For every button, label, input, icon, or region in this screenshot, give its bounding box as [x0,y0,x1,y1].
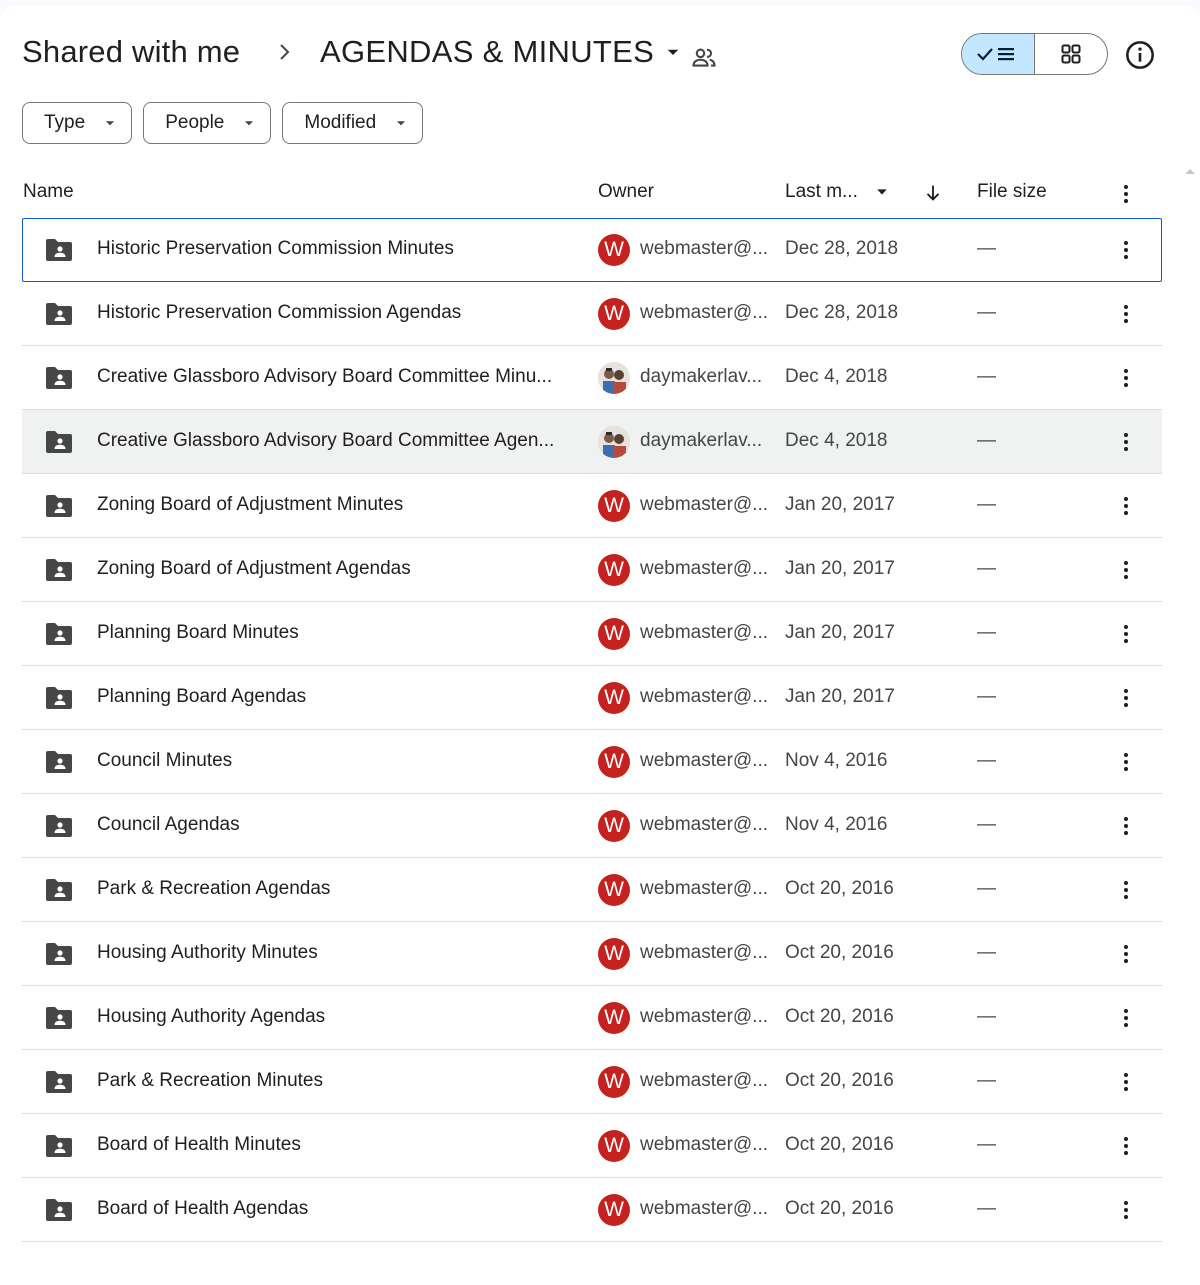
file-size: — [977,366,996,387]
more-vert-icon[interactable] [1114,622,1138,646]
owner-avatar: W [598,810,630,842]
shared-folder-icon [44,1198,74,1222]
owner-name: webmaster@... [640,878,769,899]
last-modified: Jan 20, 2017 [785,686,895,707]
caret-down-icon [242,116,256,130]
table-row[interactable] [22,538,1162,602]
filter-people-chip[interactable] [143,102,271,144]
shared-folder-icon [44,558,74,582]
table-row[interactable] [22,922,1162,986]
info-icon[interactable] [1124,39,1156,71]
grid-view-button[interactable] [1035,34,1108,74]
header [0,6,1200,96]
owner-avatar: W [598,938,630,970]
file-size: — [977,1134,996,1155]
current-folder-title: AGENDAS & MINUTES [320,34,655,69]
owner-name: webmaster@... [640,494,769,515]
owner-avatar: W [598,1066,630,1098]
file-size: — [977,430,996,451]
more-vert-icon[interactable] [1114,1198,1138,1222]
owner-name: webmaster@... [640,1006,769,1027]
file-name: Creative Glassboro Advisory Board Committee Agen... [97,430,555,451]
more-vert-icon[interactable] [1114,750,1138,774]
more-vert-icon[interactable] [1114,366,1138,390]
more-vert-icon[interactable] [1114,686,1138,710]
more-vert-icon[interactable] [1114,942,1138,966]
owner-avatar: W [598,234,630,266]
file-name: Housing Authority Minutes [97,942,318,963]
file-name: Historic Preservation Commission Minutes [97,238,454,259]
more-vert-icon[interactable] [1114,182,1138,206]
table-row[interactable] [22,666,1162,730]
table-row[interactable] [22,346,1162,410]
table-row[interactable] [22,1050,1162,1114]
breadcrumb-current-folder[interactable] [320,34,682,70]
last-modified: Oct 20, 2016 [785,1134,894,1155]
filter-modified-label: Modified [304,112,377,133]
shared-folder-icon [44,494,74,518]
avatar-photo-icon [598,426,630,458]
owner-name: daymakerlav... [640,366,763,387]
column-modified-label: Last m... [785,181,858,202]
owner-avatar [598,426,630,458]
last-modified: Jan 20, 2017 [785,558,895,579]
more-vert-icon[interactable] [1114,1134,1138,1158]
filter-modified-chip[interactable] [282,102,423,144]
shared-folder-icon [44,302,74,326]
owner-name: webmaster@... [640,686,769,707]
shared-people-icon[interactable] [690,44,718,72]
owner-avatar: W [598,874,630,906]
view-toggle [961,33,1108,75]
shared-folder-icon [44,750,74,774]
owner-avatar: W [598,298,630,330]
last-modified: Oct 20, 2016 [785,1070,894,1091]
file-name: Park & Recreation Minutes [97,1070,323,1091]
shared-folder-icon [44,1006,74,1030]
owner-avatar: W [598,1130,630,1162]
table-header [22,171,1162,215]
shared-folder-icon [44,238,74,262]
column-owner-header[interactable]: Owner [598,181,654,202]
file-name: Creative Glassboro Advisory Board Committee Minu... [97,366,553,387]
table-row[interactable] [22,986,1162,1050]
shared-folder-icon [44,814,74,838]
file-size: — [977,686,996,707]
column-size-header[interactable]: File size [977,181,1047,202]
file-size: — [977,238,996,259]
sort-direction-arrow-icon[interactable] [922,182,944,204]
file-size: — [977,942,996,963]
owner-avatar [598,362,630,394]
column-modified-header[interactable] [785,181,890,203]
chevron-right-icon [272,40,296,64]
owner-avatar: W [598,1002,630,1034]
owner-avatar: W [598,554,630,586]
last-modified: Oct 20, 2016 [785,942,894,963]
owner-name: webmaster@... [640,942,769,963]
caret-down-icon [664,43,682,61]
last-modified: Oct 20, 2016 [785,1198,894,1219]
more-vert-icon[interactable] [1114,1070,1138,1094]
last-modified: Oct 20, 2016 [785,878,894,899]
file-size: — [977,1198,996,1219]
owner-avatar: W [598,618,630,650]
owner-name: webmaster@... [640,622,769,643]
avatar-photo-icon [598,362,630,394]
filter-type-label: Type [44,112,86,133]
caret-down-icon [103,116,117,130]
file-size: — [977,878,996,899]
last-modified: Dec 28, 2018 [785,238,899,259]
file-size: — [977,302,996,323]
breadcrumb-shared-with-me[interactable]: Shared with me [22,34,241,69]
more-vert-icon[interactable] [1114,494,1138,518]
file-size: — [977,558,996,579]
file-size: — [977,494,996,515]
grid-icon [1059,42,1083,66]
shared-folder-icon [44,686,74,710]
file-name: Zoning Board of Adjustment Agendas [97,558,411,579]
more-vert-icon[interactable] [1114,1006,1138,1030]
scroll-up-arrow-icon[interactable] [1183,166,1197,176]
more-vert-icon[interactable] [1114,238,1138,262]
owner-avatar: W [598,746,630,778]
owner-name: webmaster@... [640,302,769,323]
file-name: Park & Recreation Agendas [97,878,331,899]
filter-chips [22,102,423,144]
owner-name: webmaster@... [640,1134,769,1155]
file-list [22,218,1162,1242]
shared-folder-icon [44,942,74,966]
owner-name: webmaster@... [640,1070,769,1091]
caret-down-icon [394,116,408,130]
more-vert-icon[interactable] [1114,878,1138,902]
filter-people-label: People [165,112,225,133]
owner-name: webmaster@... [640,1198,769,1219]
table-row[interactable] [22,794,1162,858]
last-modified: Dec 28, 2018 [785,302,899,323]
file-name: Housing Authority Agendas [97,1006,326,1027]
table-row[interactable] [22,730,1162,794]
shared-folder-icon [44,366,74,390]
table-row[interactable] [22,282,1162,346]
owner-name: webmaster@... [640,814,769,835]
shared-folder-icon [44,622,74,646]
table-row[interactable] [22,218,1162,282]
column-name-header[interactable]: Name [23,181,74,202]
owner-name: webmaster@... [640,558,769,579]
table-row[interactable] [22,410,1162,474]
file-name: Historic Preservation Commission Agendas [97,302,462,323]
more-vert-icon[interactable] [1114,302,1138,326]
list-view-button[interactable] [962,34,1035,74]
table-row[interactable] [22,602,1162,666]
file-name: Zoning Board of Adjustment Minutes [97,494,404,515]
owner-avatar: W [598,682,630,714]
file-size: — [977,1006,996,1027]
file-name: Council Agendas [97,814,240,835]
last-modified: Jan 20, 2017 [785,622,895,643]
last-modified: Oct 20, 2016 [785,1006,894,1027]
last-modified: Jan 20, 2017 [785,494,895,515]
table-row[interactable] [22,858,1162,922]
file-size: — [977,750,996,771]
last-modified: Dec 4, 2018 [785,430,888,451]
table-row[interactable] [22,1114,1162,1178]
check-list-icon [974,42,1022,66]
more-vert-icon[interactable] [1114,430,1138,454]
file-name: Board of Health Agendas [97,1198,309,1219]
more-vert-icon[interactable] [1114,814,1138,838]
file-name: Planning Board Agendas [97,686,307,707]
caret-down-icon [874,184,890,200]
shared-folder-icon [44,878,74,902]
file-name: Board of Health Minutes [97,1134,301,1155]
shared-folder-icon [44,430,74,454]
owner-name: daymakerlav... [640,430,763,451]
shared-folder-icon [44,1134,74,1158]
drive-page [0,6,1200,1285]
file-name: Planning Board Minutes [97,622,299,643]
last-modified: Nov 4, 2016 [785,750,888,771]
filter-type-chip[interactable] [22,102,132,144]
owner-avatar: W [598,490,630,522]
shared-folder-icon [44,1070,74,1094]
owner-avatar: W [598,1194,630,1226]
owner-name: webmaster@... [640,238,769,259]
owner-name: webmaster@... [640,750,769,771]
file-name: Council Minutes [97,750,233,771]
file-size: — [977,1070,996,1091]
file-size: — [977,622,996,643]
more-vert-icon[interactable] [1114,558,1138,582]
table-row[interactable] [22,474,1162,538]
last-modified: Nov 4, 2016 [785,814,888,835]
last-modified: Dec 4, 2018 [785,366,888,387]
table-row[interactable] [22,1178,1162,1242]
file-size: — [977,814,996,835]
